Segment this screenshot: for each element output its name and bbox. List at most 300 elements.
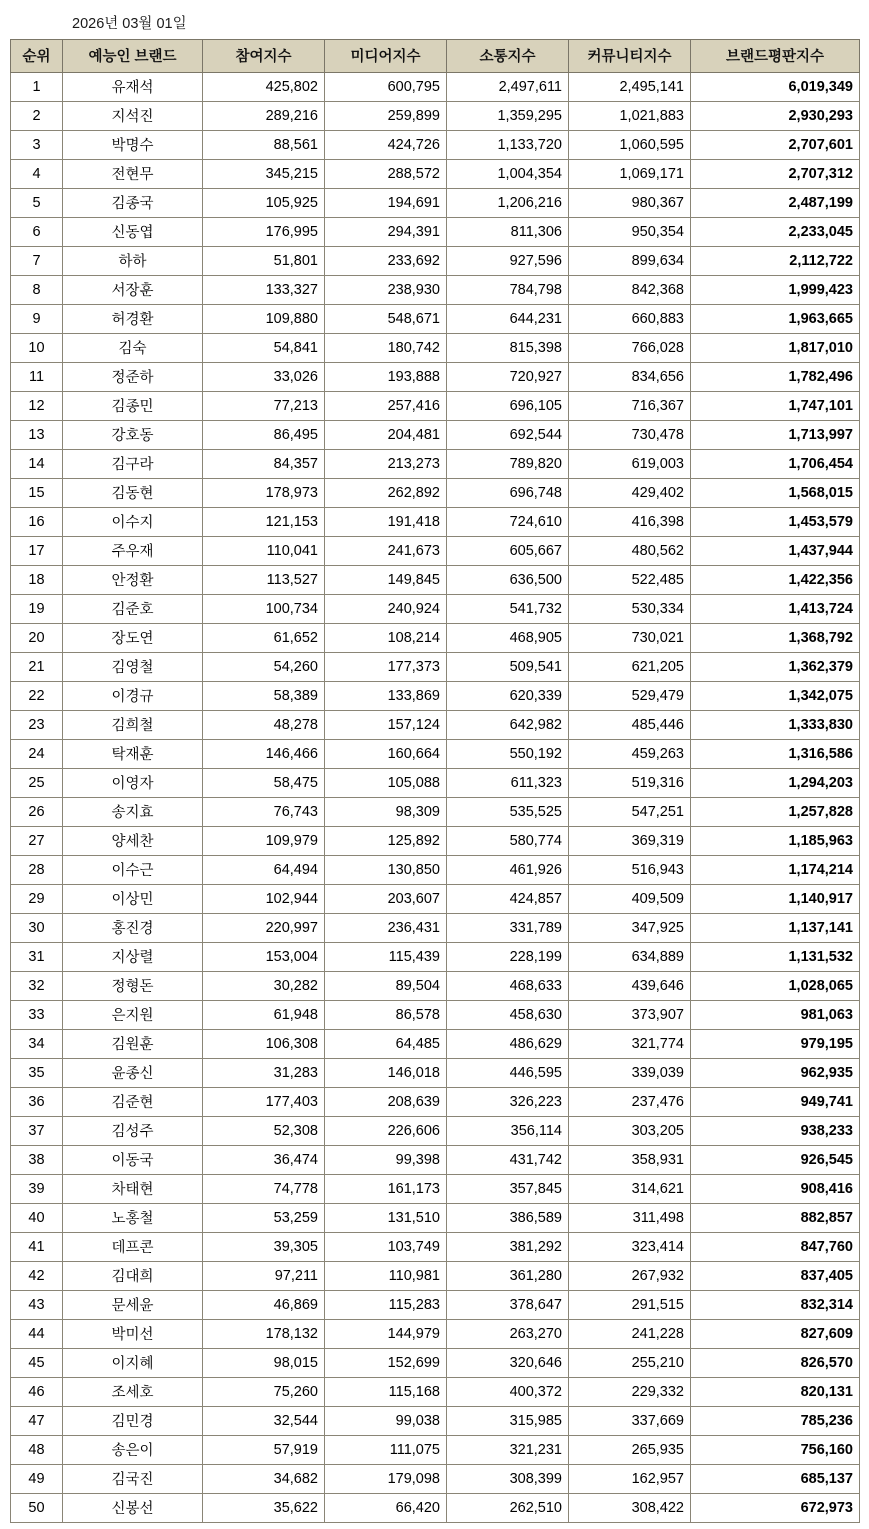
- cell-rank: 18: [11, 566, 63, 595]
- cell-rank: 20: [11, 624, 63, 653]
- cell-brand: 이상민: [63, 885, 203, 914]
- cell-participation: 76,743: [203, 798, 325, 827]
- cell-participation: 51,801: [203, 247, 325, 276]
- table-row: [11, 508, 860, 537]
- cell-community: 323,414: [569, 1233, 691, 1262]
- cell-total: 1,368,792: [691, 624, 860, 653]
- cell-media: 149,845: [325, 566, 447, 595]
- cell-media: 115,283: [325, 1291, 447, 1320]
- cell-media: 133,869: [325, 682, 447, 711]
- table-row: [11, 1378, 860, 1407]
- cell-community: 547,251: [569, 798, 691, 827]
- cell-communication: 468,905: [447, 624, 569, 653]
- cell-total: 2,112,722: [691, 247, 860, 276]
- cell-rank: 42: [11, 1262, 63, 1291]
- cell-brand: 주우재: [63, 537, 203, 566]
- cell-participation: 74,778: [203, 1175, 325, 1204]
- table-row: [11, 653, 860, 682]
- cell-media: 160,664: [325, 740, 447, 769]
- cell-media: 208,639: [325, 1088, 447, 1117]
- column-header-participation: 참여지수: [203, 40, 325, 73]
- cell-participation: 30,282: [203, 972, 325, 1001]
- cell-communication: 1,206,216: [447, 189, 569, 218]
- table-row: [11, 1291, 860, 1320]
- column-header-communication: 소통지수: [447, 40, 569, 73]
- cell-participation: 46,869: [203, 1291, 325, 1320]
- cell-communication: 468,633: [447, 972, 569, 1001]
- cell-participation: 58,389: [203, 682, 325, 711]
- cell-community: 373,907: [569, 1001, 691, 1030]
- cell-rank: 19: [11, 595, 63, 624]
- cell-communication: 620,339: [447, 682, 569, 711]
- cell-rank: 15: [11, 479, 63, 508]
- cell-brand: 김준호: [63, 595, 203, 624]
- cell-media: 180,742: [325, 334, 447, 363]
- cell-communication: 644,231: [447, 305, 569, 334]
- cell-communication: 541,732: [447, 595, 569, 624]
- table-row: [11, 218, 860, 247]
- cell-total: 1,131,532: [691, 943, 860, 972]
- table-row: [11, 421, 860, 450]
- cell-total: 672,973: [691, 1494, 860, 1523]
- cell-rank: 17: [11, 537, 63, 566]
- cell-rank: 16: [11, 508, 63, 537]
- cell-community: 339,039: [569, 1059, 691, 1088]
- cell-communication: 1,004,354: [447, 160, 569, 189]
- cell-community: 314,621: [569, 1175, 691, 1204]
- cell-participation: 153,004: [203, 943, 325, 972]
- cell-brand: 송지효: [63, 798, 203, 827]
- cell-community: 1,021,883: [569, 102, 691, 131]
- cell-total: 1,137,141: [691, 914, 860, 943]
- cell-brand: 김원훈: [63, 1030, 203, 1059]
- cell-communication: 400,372: [447, 1378, 569, 1407]
- cell-total: 908,416: [691, 1175, 860, 1204]
- cell-participation: 39,305: [203, 1233, 325, 1262]
- cell-total: 2,707,312: [691, 160, 860, 189]
- cell-participation: 113,527: [203, 566, 325, 595]
- cell-rank: 34: [11, 1030, 63, 1059]
- cell-communication: 315,985: [447, 1407, 569, 1436]
- cell-media: 288,572: [325, 160, 447, 189]
- cell-brand: 이경규: [63, 682, 203, 711]
- cell-media: 238,930: [325, 276, 447, 305]
- table-row: [11, 1001, 860, 1030]
- cell-participation: 31,283: [203, 1059, 325, 1088]
- cell-community: 480,562: [569, 537, 691, 566]
- cell-communication: 720,927: [447, 363, 569, 392]
- cell-community: 409,509: [569, 885, 691, 914]
- cell-participation: 33,026: [203, 363, 325, 392]
- cell-rank: 36: [11, 1088, 63, 1117]
- cell-communication: 331,789: [447, 914, 569, 943]
- cell-brand: 노홍철: [63, 1204, 203, 1233]
- cell-rank: 14: [11, 450, 63, 479]
- cell-community: 369,319: [569, 827, 691, 856]
- table-row: [11, 711, 860, 740]
- cell-media: 194,691: [325, 189, 447, 218]
- cell-communication: 1,359,295: [447, 102, 569, 131]
- cell-media: 226,606: [325, 1117, 447, 1146]
- cell-media: 64,485: [325, 1030, 447, 1059]
- cell-brand: 안정환: [63, 566, 203, 595]
- table-row: [11, 363, 860, 392]
- cell-total: 826,570: [691, 1349, 860, 1378]
- cell-communication: 611,323: [447, 769, 569, 798]
- cell-total: 1,140,917: [691, 885, 860, 914]
- table-row: [11, 247, 860, 276]
- cell-brand: 김종국: [63, 189, 203, 218]
- cell-participation: 98,015: [203, 1349, 325, 1378]
- cell-brand: 은지원: [63, 1001, 203, 1030]
- cell-total: 2,930,293: [691, 102, 860, 131]
- cell-participation: 54,260: [203, 653, 325, 682]
- cell-rank: 46: [11, 1378, 63, 1407]
- cell-media: 131,510: [325, 1204, 447, 1233]
- cell-total: 2,487,199: [691, 189, 860, 218]
- table-row: [11, 1204, 860, 1233]
- cell-rank: 1: [11, 73, 63, 102]
- table-row: [11, 682, 860, 711]
- cell-media: 115,168: [325, 1378, 447, 1407]
- cell-community: 485,446: [569, 711, 691, 740]
- cell-participation: 48,278: [203, 711, 325, 740]
- cell-rank: 25: [11, 769, 63, 798]
- cell-community: 237,476: [569, 1088, 691, 1117]
- cell-media: 191,418: [325, 508, 447, 537]
- cell-total: 6,019,349: [691, 73, 860, 102]
- cell-communication: 458,630: [447, 1001, 569, 1030]
- cell-brand: 김숙: [63, 334, 203, 363]
- table-header-row: [11, 40, 860, 73]
- cell-brand: 이영자: [63, 769, 203, 798]
- table-row: [11, 334, 860, 363]
- cell-community: 291,515: [569, 1291, 691, 1320]
- cell-brand: 이지혜: [63, 1349, 203, 1378]
- cell-rank: 8: [11, 276, 63, 305]
- cell-media: 236,431: [325, 914, 447, 943]
- cell-participation: 177,403: [203, 1088, 325, 1117]
- column-header-total: 브랜드평판지수: [691, 40, 860, 73]
- cell-rank: 26: [11, 798, 63, 827]
- cell-participation: 100,734: [203, 595, 325, 624]
- cell-brand: 김영철: [63, 653, 203, 682]
- cell-media: 115,439: [325, 943, 447, 972]
- cell-total: 1,333,830: [691, 711, 860, 740]
- cell-community: 2,495,141: [569, 73, 691, 102]
- cell-brand: 김국진: [63, 1465, 203, 1494]
- cell-media: 110,981: [325, 1262, 447, 1291]
- cell-participation: 105,925: [203, 189, 325, 218]
- cell-brand: 홍진경: [63, 914, 203, 943]
- cell-rank: 48: [11, 1436, 63, 1465]
- cell-total: 1,706,454: [691, 450, 860, 479]
- cell-communication: 424,857: [447, 885, 569, 914]
- cell-rank: 2: [11, 102, 63, 131]
- cell-communication: 381,292: [447, 1233, 569, 1262]
- table-row: [11, 1233, 860, 1262]
- cell-total: 1,294,203: [691, 769, 860, 798]
- cell-total: 1,257,828: [691, 798, 860, 827]
- cell-communication: 321,231: [447, 1436, 569, 1465]
- cell-media: 130,850: [325, 856, 447, 885]
- cell-participation: 77,213: [203, 392, 325, 421]
- cell-community: 899,634: [569, 247, 691, 276]
- cell-brand: 정준하: [63, 363, 203, 392]
- cell-rank: 29: [11, 885, 63, 914]
- cell-participation: 32,544: [203, 1407, 325, 1436]
- cell-communication: 636,500: [447, 566, 569, 595]
- cell-participation: 97,211: [203, 1262, 325, 1291]
- table-row: [11, 1175, 860, 1204]
- cell-participation: 109,880: [203, 305, 325, 334]
- cell-total: 2,707,601: [691, 131, 860, 160]
- cell-rank: 28: [11, 856, 63, 885]
- cell-media: 89,504: [325, 972, 447, 1001]
- cell-participation: 220,997: [203, 914, 325, 943]
- cell-total: 882,857: [691, 1204, 860, 1233]
- cell-brand: 지상렬: [63, 943, 203, 972]
- cell-brand: 강호동: [63, 421, 203, 450]
- cell-participation: 61,948: [203, 1001, 325, 1030]
- cell-total: 1,437,944: [691, 537, 860, 566]
- cell-rank: 33: [11, 1001, 63, 1030]
- table-row: [11, 1407, 860, 1436]
- cell-media: 213,273: [325, 450, 447, 479]
- table-row: [11, 1262, 860, 1291]
- cell-total: 1,782,496: [691, 363, 860, 392]
- cell-media: 103,749: [325, 1233, 447, 1262]
- table-row: [11, 305, 860, 334]
- cell-communication: 320,646: [447, 1349, 569, 1378]
- cell-rank: 41: [11, 1233, 63, 1262]
- cell-brand: 신봉선: [63, 1494, 203, 1523]
- cell-community: 358,931: [569, 1146, 691, 1175]
- cell-rank: 9: [11, 305, 63, 334]
- cell-communication: 692,544: [447, 421, 569, 450]
- cell-total: 1,316,586: [691, 740, 860, 769]
- cell-community: 337,669: [569, 1407, 691, 1436]
- table-row: [11, 1030, 860, 1059]
- table-row: [11, 885, 860, 914]
- cell-participation: 425,802: [203, 73, 325, 102]
- cell-brand: 신동엽: [63, 218, 203, 247]
- column-header-media: 미디어지수: [325, 40, 447, 73]
- cell-participation: 121,153: [203, 508, 325, 537]
- cell-communication: 386,589: [447, 1204, 569, 1233]
- table-row: [11, 537, 860, 566]
- cell-participation: 176,995: [203, 218, 325, 247]
- cell-community: 716,367: [569, 392, 691, 421]
- cell-community: 980,367: [569, 189, 691, 218]
- cell-participation: 88,561: [203, 131, 325, 160]
- cell-total: 1,453,579: [691, 508, 860, 537]
- cell-rank: 39: [11, 1175, 63, 1204]
- cell-rank: 32: [11, 972, 63, 1001]
- cell-participation: 34,682: [203, 1465, 325, 1494]
- cell-total: 926,545: [691, 1146, 860, 1175]
- cell-total: 1,342,075: [691, 682, 860, 711]
- cell-brand: 차태현: [63, 1175, 203, 1204]
- cell-total: 1,713,997: [691, 421, 860, 450]
- cell-participation: 52,308: [203, 1117, 325, 1146]
- table-row: [11, 595, 860, 624]
- cell-participation: 64,494: [203, 856, 325, 885]
- cell-communication: 815,398: [447, 334, 569, 363]
- cell-participation: 58,475: [203, 769, 325, 798]
- cell-communication: 811,306: [447, 218, 569, 247]
- cell-communication: 357,845: [447, 1175, 569, 1204]
- cell-media: 161,173: [325, 1175, 447, 1204]
- cell-brand: 김성주: [63, 1117, 203, 1146]
- cell-brand: 이수근: [63, 856, 203, 885]
- cell-community: 1,060,595: [569, 131, 691, 160]
- table-row: [11, 392, 860, 421]
- cell-media: 99,398: [325, 1146, 447, 1175]
- cell-brand: 김동현: [63, 479, 203, 508]
- cell-media: 424,726: [325, 131, 447, 160]
- table-row: [11, 479, 860, 508]
- cell-total: 938,233: [691, 1117, 860, 1146]
- cell-brand: 윤종신: [63, 1059, 203, 1088]
- table-row: [11, 189, 860, 218]
- cell-participation: 289,216: [203, 102, 325, 131]
- cell-total: 1,413,724: [691, 595, 860, 624]
- cell-media: 294,391: [325, 218, 447, 247]
- cell-brand: 유재석: [63, 73, 203, 102]
- cell-media: 240,924: [325, 595, 447, 624]
- cell-rank: 47: [11, 1407, 63, 1436]
- cell-communication: 262,510: [447, 1494, 569, 1523]
- table-row: [11, 856, 860, 885]
- cell-brand: 김종민: [63, 392, 203, 421]
- cell-community: 162,957: [569, 1465, 691, 1494]
- cell-communication: 2,497,611: [447, 73, 569, 102]
- table-row: [11, 566, 860, 595]
- cell-community: 766,028: [569, 334, 691, 363]
- cell-brand: 김구라: [63, 450, 203, 479]
- cell-community: 834,656: [569, 363, 691, 392]
- cell-rank: 30: [11, 914, 63, 943]
- cell-total: 832,314: [691, 1291, 860, 1320]
- cell-media: 204,481: [325, 421, 447, 450]
- cell-communication: 535,525: [447, 798, 569, 827]
- cell-media: 257,416: [325, 392, 447, 421]
- cell-community: 621,205: [569, 653, 691, 682]
- cell-media: 177,373: [325, 653, 447, 682]
- cell-media: 179,098: [325, 1465, 447, 1494]
- cell-brand: 양세찬: [63, 827, 203, 856]
- cell-participation: 53,259: [203, 1204, 325, 1233]
- cell-rank: 13: [11, 421, 63, 450]
- cell-communication: 1,133,720: [447, 131, 569, 160]
- cell-community: 842,368: [569, 276, 691, 305]
- cell-community: 950,354: [569, 218, 691, 247]
- column-header-community: 커뮤니티지수: [569, 40, 691, 73]
- cell-total: 847,760: [691, 1233, 860, 1262]
- cell-community: 265,935: [569, 1436, 691, 1465]
- cell-total: 827,609: [691, 1320, 860, 1349]
- table-row: [11, 914, 860, 943]
- cell-participation: 178,132: [203, 1320, 325, 1349]
- cell-participation: 57,919: [203, 1436, 325, 1465]
- cell-community: 255,210: [569, 1349, 691, 1378]
- cell-rank: 6: [11, 218, 63, 247]
- cell-participation: 345,215: [203, 160, 325, 189]
- cell-community: 459,263: [569, 740, 691, 769]
- cell-total: 785,236: [691, 1407, 860, 1436]
- cell-communication: 356,114: [447, 1117, 569, 1146]
- cell-communication: 784,798: [447, 276, 569, 305]
- cell-rank: 22: [11, 682, 63, 711]
- cell-community: 530,334: [569, 595, 691, 624]
- cell-community: 516,943: [569, 856, 691, 885]
- cell-rank: 24: [11, 740, 63, 769]
- cell-community: 267,932: [569, 1262, 691, 1291]
- cell-media: 241,673: [325, 537, 447, 566]
- cell-total: 949,741: [691, 1088, 860, 1117]
- table-row: [11, 798, 860, 827]
- cell-total: 1,028,065: [691, 972, 860, 1001]
- cell-communication: 509,541: [447, 653, 569, 682]
- cell-brand: 장도연: [63, 624, 203, 653]
- cell-media: 66,420: [325, 1494, 447, 1523]
- cell-media: 108,214: [325, 624, 447, 653]
- cell-rank: 35: [11, 1059, 63, 1088]
- cell-communication: 446,595: [447, 1059, 569, 1088]
- cell-media: 600,795: [325, 73, 447, 102]
- cell-rank: 10: [11, 334, 63, 363]
- cell-rank: 27: [11, 827, 63, 856]
- cell-brand: 문세윤: [63, 1291, 203, 1320]
- cell-total: 1,568,015: [691, 479, 860, 508]
- cell-rank: 23: [11, 711, 63, 740]
- cell-rank: 44: [11, 1320, 63, 1349]
- cell-participation: 133,327: [203, 276, 325, 305]
- cell-communication: 580,774: [447, 827, 569, 856]
- cell-total: 1,817,010: [691, 334, 860, 363]
- cell-brand: 정형돈: [63, 972, 203, 1001]
- brand-reputation-table: [10, 39, 860, 1523]
- cell-total: 2,233,045: [691, 218, 860, 247]
- cell-community: 730,021: [569, 624, 691, 653]
- report-date: 2026년 03월 01일: [72, 16, 187, 32]
- cell-communication: 642,982: [447, 711, 569, 740]
- cell-total: 981,063: [691, 1001, 860, 1030]
- cell-media: 144,979: [325, 1320, 447, 1349]
- cell-total: 1,174,214: [691, 856, 860, 885]
- cell-participation: 61,652: [203, 624, 325, 653]
- table-row: [11, 1088, 860, 1117]
- cell-community: 308,422: [569, 1494, 691, 1523]
- cell-rank: 12: [11, 392, 63, 421]
- cell-total: 962,935: [691, 1059, 860, 1088]
- cell-community: 303,205: [569, 1117, 691, 1146]
- cell-total: 1,422,356: [691, 566, 860, 595]
- cell-media: 157,124: [325, 711, 447, 740]
- cell-community: 529,479: [569, 682, 691, 711]
- cell-media: 111,075: [325, 1436, 447, 1465]
- table-body: [11, 73, 860, 1523]
- table-row: [11, 1117, 860, 1146]
- cell-brand: 허경환: [63, 305, 203, 334]
- cell-community: 321,774: [569, 1030, 691, 1059]
- cell-communication: 605,667: [447, 537, 569, 566]
- cell-community: 519,316: [569, 769, 691, 798]
- table-row: [11, 276, 860, 305]
- cell-communication: 308,399: [447, 1465, 569, 1494]
- cell-brand: 지석진: [63, 102, 203, 131]
